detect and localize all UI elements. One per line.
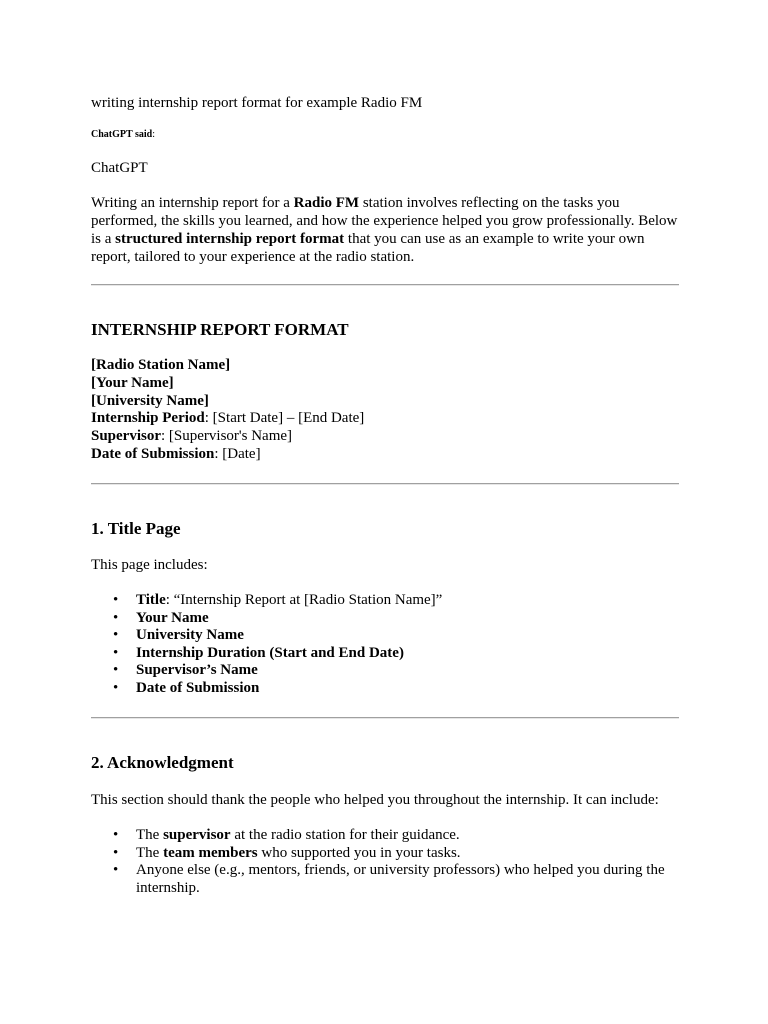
speaker-label xyxy=(91,129,155,141)
list-item xyxy=(91,592,679,610)
info-period xyxy=(91,410,364,428)
list-item xyxy=(91,827,679,845)
ack2-pre: The xyxy=(136,844,164,861)
info-block xyxy=(91,357,364,464)
speaker-label-name: ChatGPT said xyxy=(91,129,153,140)
list-item xyxy=(91,845,679,863)
info-submission-value: : [Date] xyxy=(214,445,261,462)
bullet-duration: Internship Duration (Start and End Date) xyxy=(136,644,404,661)
bullet-icon: • xyxy=(113,679,119,696)
info-station xyxy=(91,357,364,375)
bullet-icon: • xyxy=(113,627,119,644)
bullet-supervisor: Supervisor’s Name xyxy=(136,662,258,679)
intro-text-3: that you can use as an example to write your own report, tailored to your experience at the radio station. xyxy=(91,231,645,265)
intro-paragraph xyxy=(91,194,679,266)
bullet-university: University Name xyxy=(136,627,244,644)
info-supervisor-value: : [Supervisor's Name] xyxy=(161,428,293,445)
ack1-bold: supervisor xyxy=(163,827,231,843)
format-heading: INTERNSHIP REPORT FORMAT xyxy=(91,320,349,339)
intro-text-1: Writing an internship report for a xyxy=(91,195,294,211)
user-prompt: writing internship report format for example Radio FM xyxy=(91,95,423,111)
bullet-submission: Date of Submission xyxy=(136,679,260,696)
intro-bold-format: structured internship report format xyxy=(115,231,345,247)
bullet-your-name: Your Name xyxy=(136,609,209,626)
list-item xyxy=(91,610,679,628)
section-heading-acknowledgment: 2. Acknowledgment xyxy=(91,753,234,772)
bullet-title-value: : “Internship Report at [Radio Station Name]” xyxy=(165,592,443,608)
section1-lead: This page includes: xyxy=(91,557,208,573)
divider xyxy=(91,284,679,286)
bullet-icon: • xyxy=(113,844,119,861)
ack1-pre: The xyxy=(136,827,164,843)
info-submission xyxy=(91,446,364,464)
section2-lead: This section should thank the people who helped you throughout the internship. It can include: xyxy=(91,792,659,808)
info-period-label: Internship Period xyxy=(91,410,205,427)
intro-text-2: station involves reflecting on the tasks you performed, the skills you learned, and how the experience helped you grow professionally. Below is a xyxy=(91,195,678,247)
list-item xyxy=(91,662,679,680)
section-heading-title-page: 1. Title Page xyxy=(91,519,181,538)
title-page-list xyxy=(91,592,679,698)
info-supervisor-label: Supervisor xyxy=(91,428,162,445)
info-university xyxy=(91,393,364,411)
list-item xyxy=(91,627,679,645)
ack2-post: who supported you in your tasks. xyxy=(257,844,461,861)
list-item xyxy=(91,862,679,897)
bullet-icon: • xyxy=(113,592,119,608)
divider xyxy=(91,717,679,719)
divider xyxy=(91,483,679,485)
info-university-text: [University Name] xyxy=(91,392,209,409)
info-your-name xyxy=(91,375,364,393)
bullet-icon: • xyxy=(113,662,119,679)
bullet-icon: • xyxy=(113,862,119,879)
ack3-text: Anyone else (e.g., mentors, friends, or university professors) who helped you during the internship. xyxy=(136,862,665,896)
info-period-value: : [Start Date] – [End Date] xyxy=(204,410,365,427)
info-station-text: [Radio Station Name] xyxy=(91,357,231,373)
info-supervisor xyxy=(91,428,364,446)
ack1-post: at the radio station for their guidance. xyxy=(230,827,460,843)
model-name: ChatGPT xyxy=(91,160,148,176)
bullet-title-label: Title xyxy=(136,592,166,608)
speaker-label-colon: : xyxy=(152,129,156,140)
ack2-bold: team members xyxy=(163,844,258,861)
bullet-icon: • xyxy=(113,644,119,661)
bullet-icon: • xyxy=(113,609,119,626)
acknowledgment-list xyxy=(91,827,679,897)
info-your-name-text: [Your Name] xyxy=(91,374,174,391)
intro-bold-radio-fm: Radio FM xyxy=(293,195,360,211)
list-item xyxy=(91,680,679,698)
list-item xyxy=(91,645,679,663)
info-submission-label: Date of Submission xyxy=(91,445,215,462)
bullet-icon: • xyxy=(113,827,119,843)
